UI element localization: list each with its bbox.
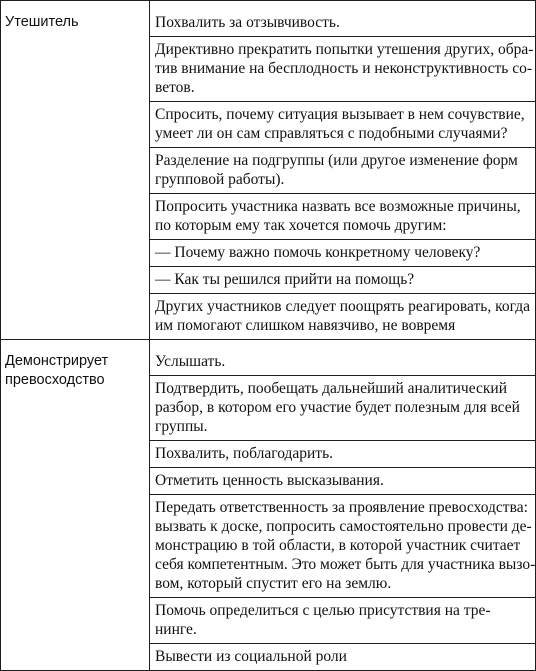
actions-cell xyxy=(150,1,536,340)
action-text-line: Похвалить, поблагодарить. xyxy=(155,445,334,462)
action-text-line: — Как ты решился прийти на помощь? xyxy=(155,271,415,288)
action-item xyxy=(150,148,535,194)
action-text-line: монстрацию в той области, в которой участник считает xyxy=(155,537,521,554)
action-item xyxy=(150,644,535,670)
action-text-line: нинге. xyxy=(155,621,197,638)
role-label-line: превосходство xyxy=(5,372,105,388)
action-text-line: Подтвердить, пообещать дальнейший аналитический xyxy=(155,380,507,397)
action-item xyxy=(150,267,535,294)
action-text-line: Помочь определиться с целью присутствия на тре- xyxy=(155,602,491,619)
action-item xyxy=(150,1,535,37)
action-text-line: вызвать к доске, попросить самостоятельно провести де- xyxy=(155,518,532,535)
action-text-line: себя компетентным. Это может быть для участника вызо- xyxy=(155,556,536,573)
action-text-line: Попросить участника назвать все возможные причины, xyxy=(155,198,521,215)
action-text-line: вом, который спустит его на землю. xyxy=(155,575,392,592)
actions-cell xyxy=(150,340,536,671)
action-text-line: Похвалить за отзывчивость. xyxy=(155,14,340,31)
action-text-line: тив внимание на бесплодность и неконструктивность со- xyxy=(155,60,533,77)
action-text-line: Услышать. xyxy=(155,353,226,370)
role-cell xyxy=(1,1,150,340)
action-item xyxy=(150,495,535,598)
action-item xyxy=(150,37,535,102)
action-text-line: по которым ему так хочется помочь другим: xyxy=(155,217,447,234)
action-item xyxy=(150,468,535,495)
role-label-line: Демонстрирует xyxy=(5,353,109,369)
action-text-line: умеет ли он сам справляться с подобными случаями? xyxy=(155,125,508,142)
action-text-line: ветов. xyxy=(155,79,195,96)
table-row xyxy=(1,340,536,671)
action-text-line: Вывести из социальной роли xyxy=(155,648,347,665)
role-cell xyxy=(1,340,150,671)
action-text-line: — Почему важно помочь конкретному человеку? xyxy=(155,244,481,261)
action-item xyxy=(150,294,535,339)
role-label-line: Утешитель xyxy=(5,14,79,30)
action-text-line: Других участников следует поощрять реагировать, когда xyxy=(155,298,530,315)
action-item xyxy=(150,102,535,148)
action-text-line: Разделение на подгруппы (или другое изменение форм xyxy=(155,152,518,169)
action-item xyxy=(150,598,535,644)
action-item xyxy=(150,441,535,468)
action-text-line: Директивно прекратить попытки утешения других, обра- xyxy=(155,41,534,58)
action-item xyxy=(150,340,535,376)
action-text-line: им помогают слишком навязчиво, не вовремя xyxy=(155,317,456,334)
action-text-line: разбор, в котором его участие будет полезным для всей xyxy=(155,399,520,416)
action-text-line: Спросить, почему ситуация вызывает в нем сочувствие, xyxy=(155,106,525,123)
action-item xyxy=(150,376,535,441)
table-row xyxy=(1,1,536,340)
action-text-line: Отметить ценность высказывания. xyxy=(155,472,384,489)
action-text-line: группы. xyxy=(155,418,208,435)
action-text-line: Передать ответственность за проявление превосходства: xyxy=(155,499,528,516)
action-item xyxy=(150,194,535,240)
action-text-line: групповой работы). xyxy=(155,171,285,188)
action-item xyxy=(150,240,535,267)
